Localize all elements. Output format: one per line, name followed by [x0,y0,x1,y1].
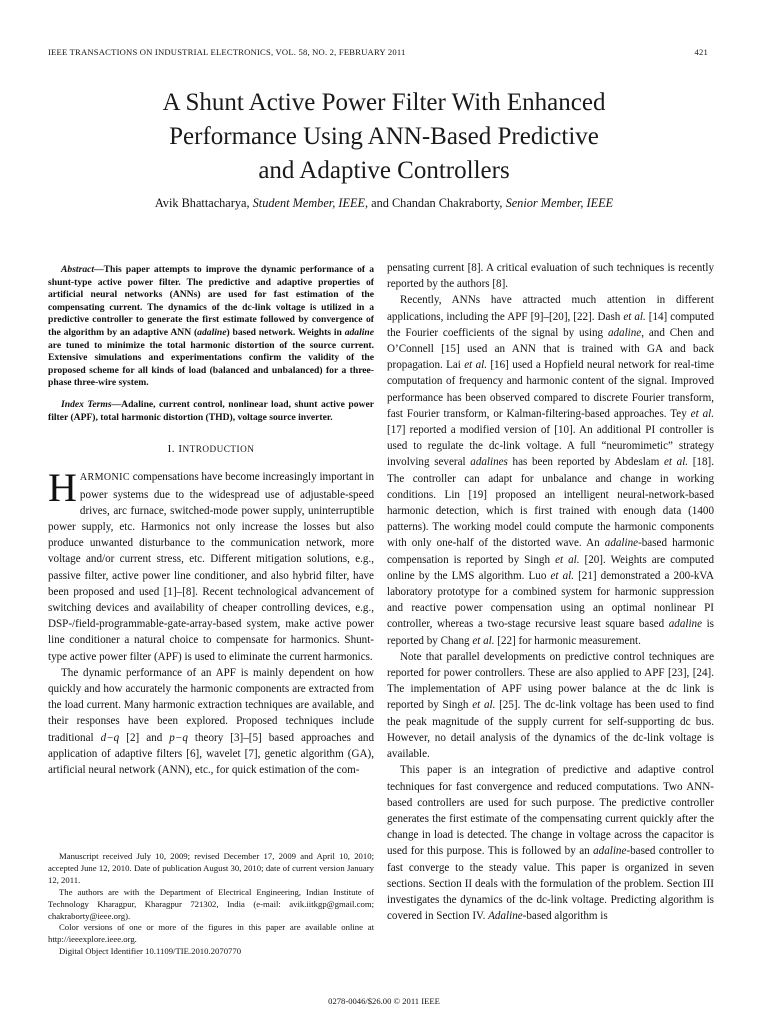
abstract-body-3: are tuned to minimize the total harmonic distortion of the source current. Extensive simulations and experimentations confirm the validity of the proposed scheme for all kinds of load (balanced and unbalanced) for a three-phase three-wire system. [48,339,374,389]
section-title-initial: I [178,443,183,456]
intro-p2-text-a: The dynamic performance of an APF is mainly dependent on how quickly and how accurately the harmonic components are extracted from the load current. Many harmonic extraction techniques are available, and their responses have been explored. Proposed techniques include traditional [48,666,374,744]
right-paragraph-1 [387,292,714,648]
intro-paragraph-1 [48,465,374,664]
author-2: Chandan Chakraborty, [391,196,503,210]
abstract-body-1: —This paper attempts to improve the dynamic performance of a shunt-type active power filter. The predictive and adaptive properties of artificial neural networks (ANNs) are used for fast estimation of the compensating current. The dynamics of the dc-link voltage is utilized in a predictive controller to generate the first estimate followed by convergence of the algorithm by an adaptive ANN ( [48,264,374,338]
intro-p1-text: compensations have become increasingly important in power systems due to the widespread use of adjustable-speed drives, arc furnace, switched-mode power supply, uninterruptible power supply, etc. Harmonics not only increase the losses but also produce unwanted disturbance to the communication network, more voltage and/or current stress, etc. Different mitigation solutions, e.g., passive filter, active power line conditioner, and also hybrid filter, have been proposed and used [1]–[8]. Recent technological advancement of switching devices and availability of cheaper controlling devices, e.g., DSP-/field-programmable-gate-array-based system, make active power line conditioner a natural choice to compensate for harmonics. Shunt-type active power filter (APF) is used to eliminate the current harmonics. [48,471,374,663]
dropcap-letter: H [48,465,77,511]
r-p1-h: -based harmonic compensation is reported by Singh [387,537,714,566]
r-p1-c: , and Chen and O’Connell [15] used an ANN that is trained with GA and back propagation. Lai [387,326,714,372]
author-joiner: and [371,196,389,210]
intro-p2-text-c: theory [3]–[5] based approaches and application of adaptive filters [6], wavelet [7], genetic algorithm (GA), artificial neural network (ANN), etc., for quick estimation of the com- [48,731,374,776]
abstract-adaline-1: adaline [197,326,227,338]
r-p3-a: This paper is an integration of predictive and adaptive control techniques for fast convergence and reduced computations. Two ANN-based controllers are used for such purpose. The predictive controller generates the first estimate of the compensating current quickly after the change in load is detected. The change in voltage across the capacitor is used for this purpose. This is followed by an [387,764,714,858]
title-line-3: and Adaptive Controllers [258,157,510,184]
section-heading-introduction [48,441,374,457]
r-p1-k: is reported by Chang [387,618,714,647]
right-column [387,260,714,924]
r-p1-l: [22] for harmonic measurement. [494,634,641,647]
et-al: et al. [555,553,580,566]
author-line [40,196,728,211]
r-p1-f: has been reported by Abdeslam [507,456,664,469]
r-p1-j: [21] demonstrated a 200-kVA laboratory prototype for a combined system for harmonic suppression and reactive power compensation using an optimal nonlinear PI controller, whereas a two-stage recursive least square based [387,569,714,631]
right-paragraph-3 [387,762,714,924]
adaline-term: adaline [604,537,639,550]
footnotes [48,851,374,958]
r-p1-i: [20]. Weights are computed online by the LMS algorithm. Luo [387,553,714,582]
running-head [48,47,708,57]
left-column [48,264,374,778]
abstract-adaline-2: adaline [344,326,375,338]
intro-p2-text-b: [2] and [119,731,170,744]
adaline-term: adaline [668,618,702,631]
r-p1-b: [14] computed the Fourier coefficients of the signal by using [387,310,714,339]
journal-header: IEEE TRANSACTIONS ON INDUSTRIAL ELECTRONICS, VOL. 58, NO. 2, FEBRUARY 2011 [48,47,406,57]
r-p2-b: [25]. The dc-link voltage has been used to find the peak magnitude of the supply current for self-supporting dc bus. However, no detail analysis of the dynamics of the dc-link voltage is available. [387,699,714,761]
r-p1-a: Recently, ANNs have attracted much attention in different applications, including the APF [9]–[20], [22]. Dash [387,294,714,323]
abstract [48,264,374,390]
author-1: Avik Bhattacharya, [154,196,250,210]
paper-title [40,86,728,188]
footnote-manuscript: Manuscript received July 10, 2009; revised December 17, 2009 and April 10, 2010; accepted June 12, 2010. Date of publication August 30, 2010; date of current version January 12, 2011. [48,851,374,885]
abstract-body-2: ) based network. Weights in [226,326,345,338]
page-number: 421 [694,47,708,57]
adaline-term-cap: Adaline [488,910,523,923]
et-al: et al. [664,456,689,469]
index-terms [48,399,374,424]
et-al: et al. [464,359,488,372]
footnote-color: Color versions of one or more of the figures in this paper are available online at http://ieeexplore.ieee.org. [48,922,374,945]
index-terms-body: —Adaline, current control, nonlinear load, shunt active power filter (APF), total harmonic distortion (THD), voltage source inverter. [48,398,374,423]
right-paragraph-2 [387,649,714,762]
adalines-term: adalines [470,456,508,469]
r-p3-b: -based controller to fast converge to the steady value. This paper is organized in seven sections. Section II deals with the formulation of the problem. Section III investigates the dynamics of the dc-link voltage. Predicting algorithm is covered in Section IV. [387,845,715,923]
adaline-term: adaline [593,845,627,858]
copyright-line: 0278-0046/$26.00 © 2011 IEEE [328,996,440,1006]
author-1-role: Student Member, IEEE, [252,196,369,210]
et-al: et al. [623,310,646,323]
right-paragraph-0: pensating current [8]. A critical evaluation of such techniques is recently reported by the authors [8]. [387,262,714,291]
author-2-role: Senior Member, IEEE [505,196,614,210]
et-al: et al. [550,569,574,582]
section-numeral: I. [167,443,176,456]
et-al: et al. [472,634,495,647]
intro-caps: ARMONIC [79,472,130,484]
adaline-term: adaline [607,326,642,339]
et-al: et al. [472,699,496,712]
footnote-affiliation: The authors are with the Department of Electrical Engineering, Indian Institute of Technology Kharagpur, Kharagpur 721302, India (e-mail: avik.iitkgp@gmail.com; chakraborty@ieee.org). [48,886,374,921]
section-title-rest: NTRODUCTION [182,444,255,455]
r-p3-c: -based algorithm is [522,910,608,923]
abstract-label: Abstract [61,264,95,275]
r-p1-g: [18]. The controller can adapt for unbalance and change in working conditions. Lin [19] proposed an intelligent neural-network-based harmonic detection, which is first trained with enough data (1400 patterns). The working model could compute the harmonic components with only one-half of the distorted wave. An [387,456,714,550]
et-al: et al. [690,407,714,420]
intro-paragraph-2 [48,665,374,778]
r-p1-e: [17] reported a modified version of [10]. An additional PI controller is used to regulate the dc-link voltage. A full “neuromimetic” strategy involving several [387,424,714,469]
r-p1-d: [16] used a Hopfield neural network for real-time computation of frequency and harmonic content of the signal. Improved performance has been observed compared to discrete Fourier transform, fast Fourier transform, or Kalman-filtering-based approaches. Tey [387,359,715,420]
title-line-1: A Shunt Active Power Filter With Enhanced [162,89,606,116]
title-line-2: Performance Using ANN-Based Predictive [169,123,599,150]
r-p2-a: Note that parallel developments on predictive control techniques are reported for power controllers. These are also applied to APF [23], [24]. The implementation of APF using power balance at the dc link is reported by Singh [387,650,714,712]
index-terms-label: Index Terms [61,398,112,410]
pq-symbol: p−q [169,731,188,744]
footnote-doi: Digital Object Identifier 10.1109/TIE.2010.2070770 [59,946,242,957]
dq-symbol: d−q [100,731,120,744]
